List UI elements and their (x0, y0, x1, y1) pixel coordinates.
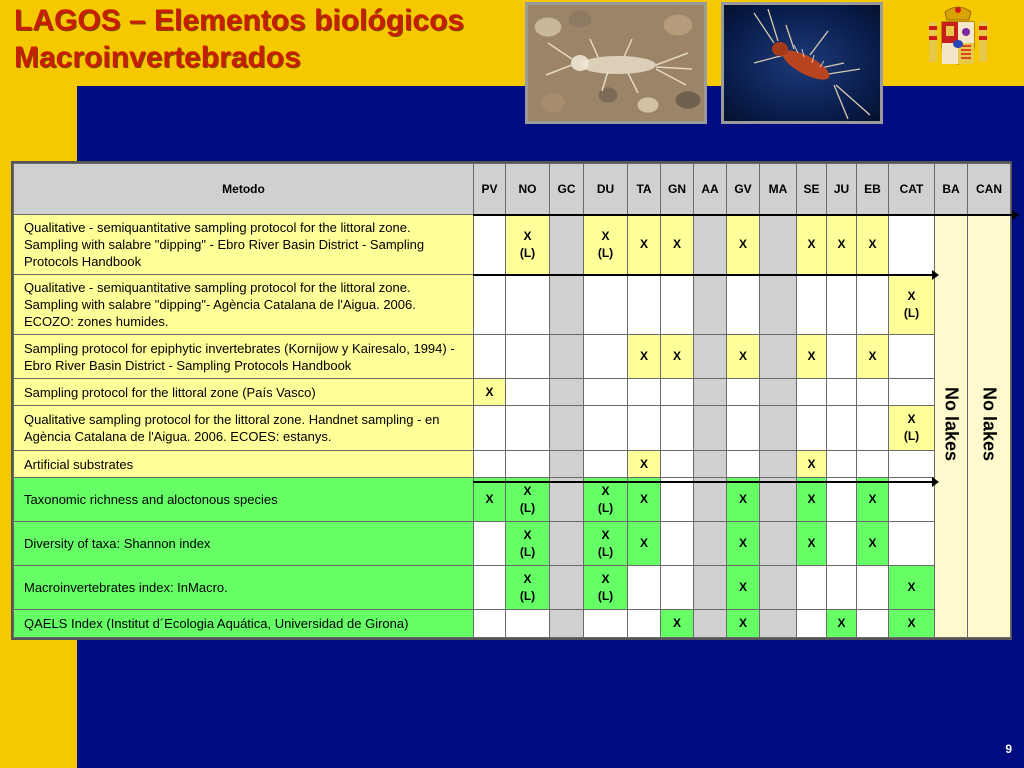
mark-cell-gc (550, 478, 584, 522)
table-row (14, 522, 1011, 566)
mark-cell-ta: X (628, 478, 661, 522)
mark-cell-pv (474, 610, 506, 638)
mark-cell-aa (694, 522, 727, 566)
mark-cell-se: X (797, 478, 827, 522)
mark-cell-ma (760, 451, 797, 478)
mark-cell-aa (694, 478, 727, 522)
mark-cell-pv (474, 566, 506, 610)
slide-title-line-2: Macroinvertebrados (14, 41, 301, 74)
mark-cell-cat (889, 335, 935, 379)
no-lakes-label: No lakes (941, 387, 962, 462)
mark-cell-du: X (L) (584, 215, 628, 275)
mark-cell-ju (827, 522, 857, 566)
method-description-cell: Qualitative - semiquantitative sampling protocol for the littoral zone. Sampling with salabre "dipping" - Ebro River Basin District - Sampling Protocols Handbook (14, 215, 474, 275)
mark-cell-ma (760, 275, 797, 335)
mark-cell-pv: X (474, 379, 506, 406)
method-description-cell: Qualitative - semiquantitative sampling protocol for the littoral zone. Sampling with salabre "dipping"- Agència Catalana de l'Aigua. 2006. ECOZO: zones humides. (14, 275, 474, 335)
mark-cell-no (506, 406, 550, 451)
no-lakes-label: No lakes (979, 387, 1000, 462)
mark-cell-gc (550, 451, 584, 478)
table-row (14, 275, 1011, 335)
mark-cell-eb (857, 610, 889, 638)
method-description-cell: Macroinvertebrates index: InMacro. (14, 566, 474, 610)
mark-cell-du (584, 406, 628, 451)
mark-cell-gv: X (727, 215, 760, 275)
mark-cell-cat: X (889, 566, 935, 610)
mark-cell-pv (474, 522, 506, 566)
mark-cell-gc (550, 215, 584, 275)
mark-cell-ma (760, 566, 797, 610)
mark-cell-gn: X (661, 610, 694, 638)
mark-cell-ta: X (628, 451, 661, 478)
mark-cell-gv (727, 379, 760, 406)
slide-title-line-1: LAGOS – Elementos biológicos (14, 4, 465, 37)
mark-cell-ma (760, 522, 797, 566)
mark-cell-ta (628, 379, 661, 406)
mark-cell-eb (857, 379, 889, 406)
mark-cell-du (584, 451, 628, 478)
table-row (14, 335, 1011, 379)
mark-cell-du (584, 610, 628, 638)
column-header-ba: BA (935, 164, 968, 215)
mark-cell-gn (661, 379, 694, 406)
mark-cell-eb: X (857, 215, 889, 275)
mark-cell-ju (827, 275, 857, 335)
mark-cell-ta (628, 406, 661, 451)
mark-cell-eb: X (857, 335, 889, 379)
mark-cell-ju (827, 406, 857, 451)
row-group-arrow (473, 274, 933, 276)
mark-cell-gc (550, 406, 584, 451)
mark-cell-no: X (L) (506, 566, 550, 610)
no-lakes-cell-ba (935, 215, 968, 638)
mark-cell-no: X (L) (506, 522, 550, 566)
mark-cell-gv (727, 451, 760, 478)
mark-cell-se (797, 566, 827, 610)
mayfly-larva-icon (528, 5, 704, 121)
method-description-cell: Diversity of taxa: Shannon index (14, 522, 474, 566)
mark-cell-du (584, 335, 628, 379)
mark-cell-du: X (L) (584, 566, 628, 610)
mark-cell-ta: X (628, 335, 661, 379)
column-header-no: NO (506, 164, 550, 215)
mark-cell-du: X (L) (584, 478, 628, 522)
mark-cell-pv: X (474, 478, 506, 522)
methods-table (13, 163, 1011, 638)
mark-cell-cat (889, 215, 935, 275)
mark-cell-cat (889, 522, 935, 566)
mark-cell-aa (694, 566, 727, 610)
mark-cell-se: X (797, 215, 827, 275)
mark-cell-se: X (797, 522, 827, 566)
stonefly-larva-icon (724, 5, 880, 121)
mark-cell-pv (474, 335, 506, 379)
method-description-cell: Taxonomic richness and aloctonous species (14, 478, 474, 522)
mark-cell-pv (474, 275, 506, 335)
mayfly-on-gravel-photo (525, 2, 707, 124)
mark-cell-gc (550, 379, 584, 406)
table-row (14, 379, 1011, 406)
mark-cell-ju (827, 335, 857, 379)
mark-cell-eb: X (857, 478, 889, 522)
table-row (14, 610, 1011, 638)
mark-cell-aa (694, 215, 727, 275)
mark-cell-no (506, 610, 550, 638)
table-header-row (14, 164, 1011, 215)
mark-cell-cat (889, 451, 935, 478)
mark-cell-ma (760, 335, 797, 379)
mark-cell-gc (550, 275, 584, 335)
mark-cell-gv: X (727, 610, 760, 638)
mark-cell-no (506, 275, 550, 335)
mark-cell-gv: X (727, 335, 760, 379)
mark-cell-gv: X (727, 566, 760, 610)
stonefly-on-blue-photo (721, 2, 883, 124)
mark-cell-gv (727, 275, 760, 335)
methods-table-container (11, 161, 1012, 640)
mark-cell-eb (857, 451, 889, 478)
mark-cell-aa (694, 335, 727, 379)
mark-cell-ta (628, 275, 661, 335)
mark-cell-cat (889, 478, 935, 522)
mark-cell-du: X (L) (584, 522, 628, 566)
mark-cell-ta: X (628, 215, 661, 275)
column-header-gc: GC (550, 164, 584, 215)
mark-cell-pv (474, 406, 506, 451)
mark-cell-gn (661, 522, 694, 566)
mark-cell-ju: X (827, 215, 857, 275)
page-number: 9 (1005, 742, 1012, 756)
mark-cell-gn: X (661, 335, 694, 379)
table-body (14, 215, 1011, 638)
method-description-cell: QAELS Index (Institut d´Ecologia Aquática, Universidad de Girona) (14, 610, 474, 638)
spain-coat-of-arms-icon (925, 4, 991, 72)
table-row (14, 451, 1011, 478)
mark-cell-ju (827, 566, 857, 610)
mark-cell-aa (694, 275, 727, 335)
method-description-cell: Sampling protocol for epiphytic invertebrates (Kornijow y Kairesalo, 1994) - Ebro River Basin District - Sampling Protocols Handbook (14, 335, 474, 379)
mark-cell-aa (694, 406, 727, 451)
column-header-ta: TA (628, 164, 661, 215)
mark-cell-aa (694, 610, 727, 638)
mark-cell-eb (857, 406, 889, 451)
mark-cell-gn (661, 566, 694, 610)
mark-cell-ma (760, 406, 797, 451)
column-header-aa: AA (694, 164, 727, 215)
column-header-gn: GN (661, 164, 694, 215)
mark-cell-ma (760, 610, 797, 638)
mark-cell-cat (889, 379, 935, 406)
method-description-cell: Sampling protocol for the littoral zone (País Vasco) (14, 379, 474, 406)
mark-cell-ju (827, 478, 857, 522)
mark-cell-gn (661, 478, 694, 522)
mark-cell-no: X (L) (506, 215, 550, 275)
mark-cell-gv: X (727, 478, 760, 522)
table-row (14, 478, 1011, 522)
mark-cell-no: X (L) (506, 478, 550, 522)
mark-cell-ta (628, 566, 661, 610)
column-header-can: CAN (968, 164, 1011, 215)
mark-cell-eb: X (857, 522, 889, 566)
method-description-cell: Artificial substrates (14, 451, 474, 478)
table-row (14, 566, 1011, 610)
column-header-pv: PV (474, 164, 506, 215)
mark-cell-gv (727, 406, 760, 451)
table-row (14, 215, 1011, 275)
column-header-du: DU (584, 164, 628, 215)
mark-cell-ju (827, 379, 857, 406)
mark-cell-no (506, 335, 550, 379)
mark-cell-gc (550, 522, 584, 566)
mark-cell-cat: X (889, 610, 935, 638)
mark-cell-gv: X (727, 522, 760, 566)
mark-cell-se (797, 275, 827, 335)
mark-cell-gn (661, 451, 694, 478)
mark-cell-se: X (797, 451, 827, 478)
mark-cell-ju (827, 451, 857, 478)
mark-cell-no (506, 379, 550, 406)
mark-cell-pv (474, 215, 506, 275)
mark-cell-ta: X (628, 522, 661, 566)
mark-cell-ma (760, 379, 797, 406)
mark-cell-eb (857, 566, 889, 610)
mark-cell-cat: X (L) (889, 275, 935, 335)
mark-cell-gc (550, 566, 584, 610)
row-group-arrow (473, 481, 933, 483)
method-description-cell: Qualitative sampling protocol for the littoral zone. Handnet sampling - en Agència Catalana de l'Aigua. 2006. ECOES: estanys. (14, 406, 474, 451)
mark-cell-se (797, 379, 827, 406)
mark-cell-gn (661, 275, 694, 335)
mark-cell-eb (857, 275, 889, 335)
mark-cell-ta (628, 610, 661, 638)
column-header-cat: CAT (889, 164, 935, 215)
mark-cell-ma (760, 215, 797, 275)
column-header-se: SE (797, 164, 827, 215)
mark-cell-aa (694, 379, 727, 406)
column-header-eb: EB (857, 164, 889, 215)
table-row (14, 406, 1011, 451)
no-lakes-cell-can (968, 215, 1011, 638)
mark-cell-se: X (797, 335, 827, 379)
mark-cell-du (584, 275, 628, 335)
mark-cell-ju: X (827, 610, 857, 638)
mark-cell-se (797, 406, 827, 451)
mark-cell-gn: X (661, 215, 694, 275)
mark-cell-cat: X (L) (889, 406, 935, 451)
mark-cell-no (506, 451, 550, 478)
mark-cell-aa (694, 451, 727, 478)
mark-cell-du (584, 379, 628, 406)
column-header-ma: MA (760, 164, 797, 215)
column-header-ju: JU (827, 164, 857, 215)
row-group-arrow (473, 214, 1013, 216)
mark-cell-gn (661, 406, 694, 451)
column-header-gv: GV (727, 164, 760, 215)
mark-cell-ma (760, 478, 797, 522)
mark-cell-gc (550, 335, 584, 379)
mark-cell-pv (474, 451, 506, 478)
slide-title (14, 2, 464, 76)
mark-cell-se (797, 610, 827, 638)
mark-cell-gc (550, 610, 584, 638)
column-header-metodo: Metodo (14, 164, 474, 215)
